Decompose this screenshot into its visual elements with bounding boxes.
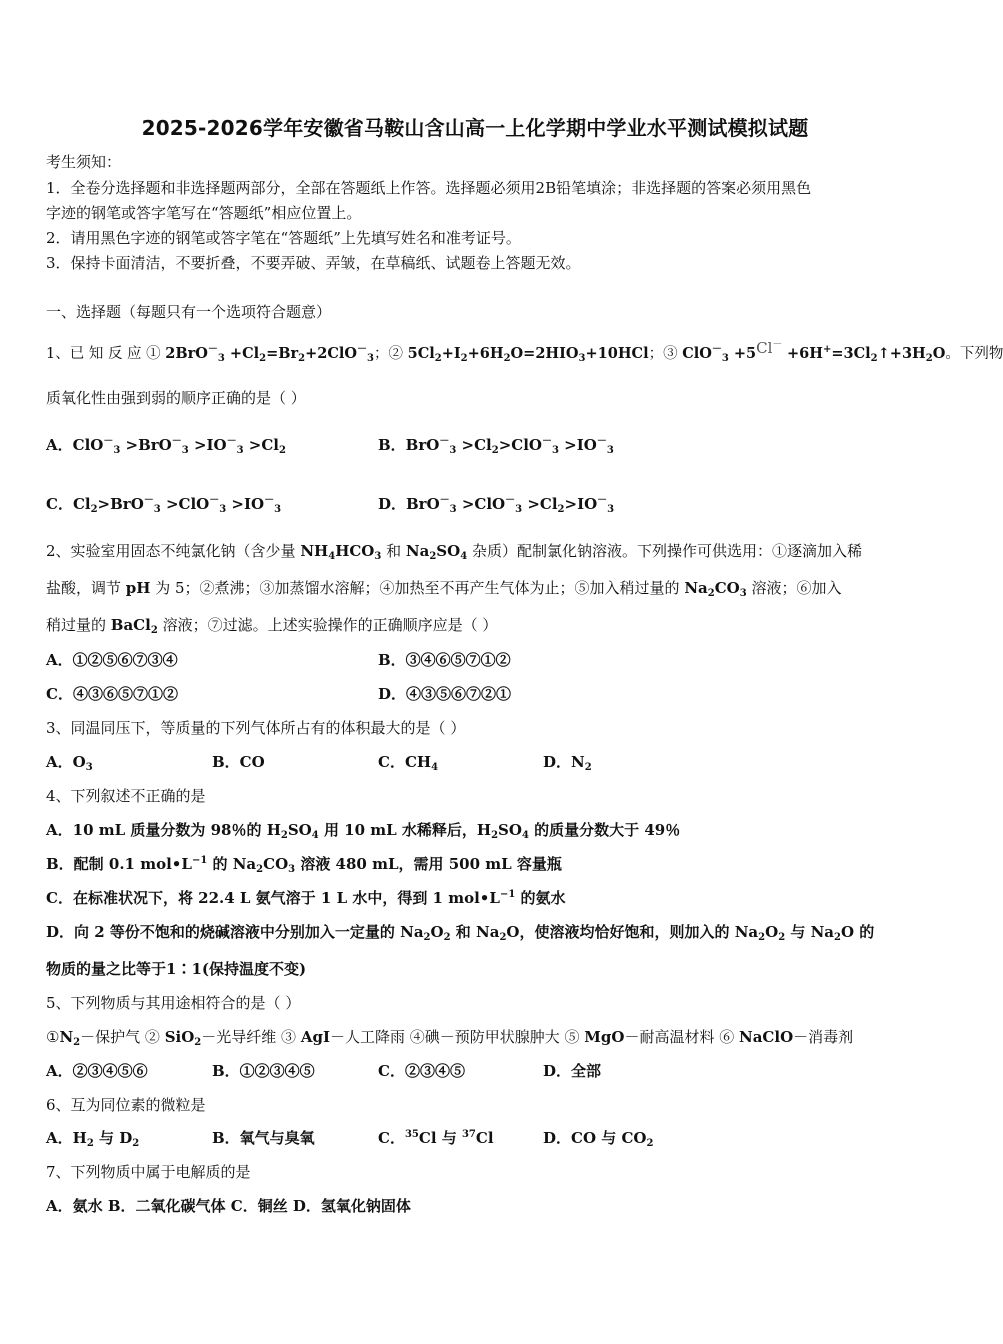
question-4-stem: 4、下列叙述不正确的是 bbox=[46, 787, 206, 805]
question-2-stem-line-2: 盐酸，调节 pH 为 5；②煮沸；③加蒸馏水溶解；④加热至不再产生气体为止；⑤加入稍过量的 $Na_2CO_3$ 溶液；⑥加入 bbox=[46, 579, 842, 599]
question-5-option-c[interactable]: C．②③④⑤ bbox=[378, 1062, 465, 1080]
question-5-option-b[interactable]: B．①②③④⑤ bbox=[212, 1062, 315, 1080]
question-2-option-c[interactable]: C．④③⑥⑤⑦①② bbox=[46, 685, 178, 703]
notice-item-2: 2．请用黑色字迹的钢笔或答字笔在“答题纸”上先填写姓名和准考证号。 bbox=[46, 229, 521, 247]
question-1-option-d[interactable]: D．$BrO^-_3 >ClO^-_3 >Cl_2>IO^-_3$ bbox=[378, 495, 615, 515]
question-5-option-d[interactable]: D．全部 bbox=[543, 1062, 602, 1080]
question-2-option-b[interactable]: B．③④⑥⑤⑦①② bbox=[378, 651, 511, 669]
question-6-option-a[interactable]: A．$H_2$ 与 $D_2$ bbox=[46, 1129, 140, 1149]
question-1-option-a[interactable]: A．$ClO^-_3 >BrO^-_3 >IO^-_3 >Cl_2$ bbox=[46, 436, 286, 456]
question-4-option-b[interactable]: B．配制 0.1 $mol•L^{-1}$ 的 $Na_2CO_3$ 溶液 480 mL，需用 500 mL 容量瓶 bbox=[46, 855, 562, 875]
question-6-option-d[interactable]: D．CO 与 $CO_2$ bbox=[543, 1129, 654, 1149]
question-5-option-a[interactable]: A．②③④⑤⑥ bbox=[46, 1062, 148, 1080]
notice-item-1: 1．全卷分选择题和非选择题两部分，全部在答题纸上作答。选择题必须用2B铅笔填涂；非选择题的答案必须用黑色 bbox=[46, 179, 812, 197]
question-2-option-d[interactable]: D．④③⑤⑥⑦②① bbox=[378, 685, 512, 703]
question-4-option-d-cont: 物质的量之比等于1∶1(保持温度不变) bbox=[46, 960, 307, 978]
question-6-option-b[interactable]: B．氧气与臭氧 bbox=[212, 1129, 315, 1147]
question-3-option-a[interactable]: A．$O_3$ bbox=[46, 753, 93, 773]
section-heading: 一、选择题（每题只有一个选项符合题意） bbox=[46, 303, 332, 321]
question-3-option-d[interactable]: D．$N_2$ bbox=[543, 753, 592, 773]
question-3-stem: 3、同温同压下，等质量的下列气体所占有的体积最大的是（ ） bbox=[46, 719, 466, 737]
question-2-option-a[interactable]: A．①②⑤⑥⑦③④ bbox=[46, 651, 178, 669]
question-1-stem-cont: 质氧化性由强到弱的顺序正确的是（ ） bbox=[46, 389, 306, 407]
question-5-items: $①N_2-$保护气 ② SiO$_2$－光导纤维 ③ AgI－人工降雨 ④碘－预防甲状腺肿大 ⑤ MgO－耐高温材料 ⑥ NaClO－消毒剂 bbox=[46, 1028, 854, 1048]
page-title: 2025-2026学年安徽省马鞍山含山高一上化学期中学业水平测试模拟试题 bbox=[141, 116, 809, 140]
question-2-stem: 2、实验室用固态不纯氯化钠（含少量 $NH_4HCO_3$ 和 $Na_2SO_4$ 杂质）配制氯化钠溶液。下列操作可供选用：①逐滴加入稀 bbox=[46, 542, 862, 562]
question-7-stem: 7、下列物质中属于电解质的是 bbox=[46, 1163, 251, 1181]
question-4-option-c[interactable]: C．在标准状况下，将 22.4 L 氨气溶于 1 L 水中，得到 1 $mol•L^{-1}$ 的氨水 bbox=[46, 889, 566, 907]
question-1-option-c[interactable]: C．$Cl_2>BrO^-_3 >ClO^-_3 >IO^-_3$ bbox=[46, 495, 282, 515]
question-3-option-c[interactable]: C．$CH_4$ bbox=[378, 753, 439, 773]
question-4-option-d[interactable]: D．向 2 等份不饱和的烧碱溶液中分别加入一定量的 $Na_2O_2$ 和 $Na_2O$，使溶液均恰好饱和，则加入的 $Na_2O_2$ 与 $Na_2O$ 的 bbox=[46, 923, 875, 943]
notice-item-3: 3．保持卡面清洁，不要折叠，不要弄破、弄皱，在草稿纸、试题卷上答题无效。 bbox=[46, 254, 581, 272]
question-1-stem: 1、已 知 反 应 ① $2BrO^-_3 +Cl_2=Br_2+2ClO^-_3$；② $5Cl_2+I_2+6H_2O=2HIO_3+10HCl$；③ $ClO^-_3 +5Cl^- +6H^+=3Cl_2↑+3H_2O$。下列物 bbox=[46, 339, 1003, 364]
question-7-options[interactable]: A．氨水 B．二氧化碳气体 C．铜丝 D．氢氧化钠固体 bbox=[46, 1197, 411, 1215]
question-6-option-c[interactable]: C．$^{35}$Cl 与 $^{37}$Cl bbox=[378, 1129, 494, 1147]
question-1-option-b[interactable]: B．$BrO^-_3 >Cl_2>ClO^-_3 >IO^-_3$ bbox=[378, 436, 614, 456]
question-4-option-a[interactable]: A．10 mL 质量分数为 98％的 $H_2SO_4$ 用 10 mL 水稀释后，$H_2SO_4$ 的质量分数大于 49％ bbox=[46, 821, 681, 841]
notice-heading: 考生须知： bbox=[46, 153, 122, 171]
question-2-stem-line-3: 稍过量的 BaCl$_2$ 溶液；⑦过滤。上述实验操作的正确顺序应是（ ） bbox=[46, 616, 498, 636]
notice-item-1-cont: 字迹的钢笔或答字笔写在“答题纸”相应位置上。 bbox=[46, 204, 362, 222]
question-3-option-b[interactable]: B．CO bbox=[212, 753, 265, 771]
question-5-stem: 5、下列物质与其用途相符合的是（ ） bbox=[46, 994, 301, 1012]
question-6-stem: 6、互为同位素的微粒是 bbox=[46, 1096, 206, 1114]
